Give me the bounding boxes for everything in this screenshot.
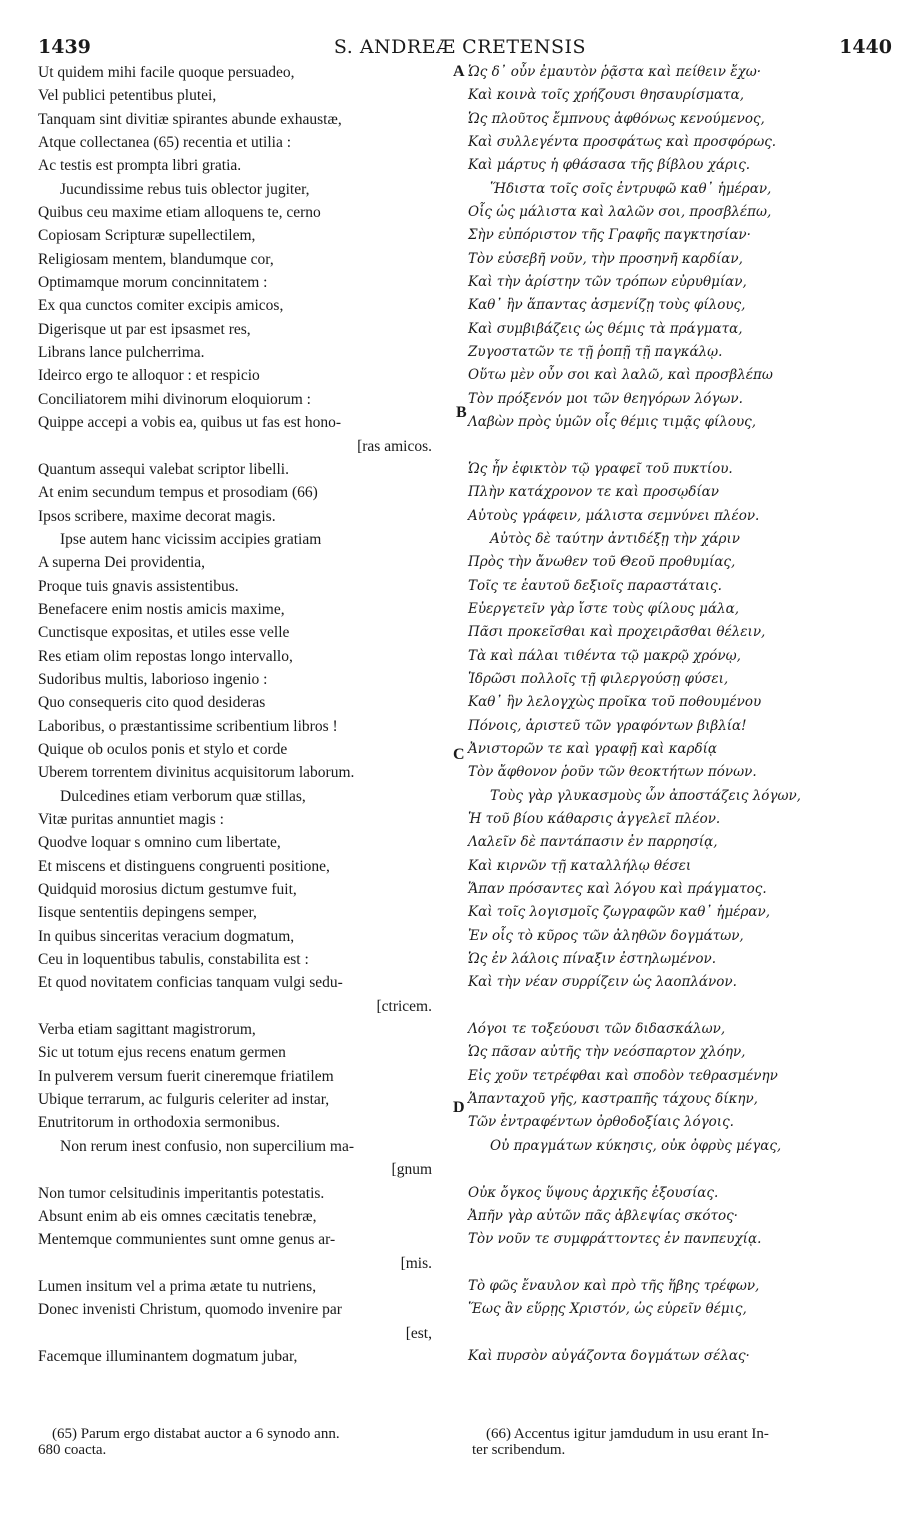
latin-verse-line: Tanquam sint divitiæ spirantes abunde exhaustæ, (38, 110, 342, 128)
latin-verse-line: Quippe accepi a vobis ea, quibus ut fas est hono- (38, 414, 342, 432)
latin-verse-line: Lumen insitum vel a prima ætate tu nutriens, (38, 1277, 317, 1295)
greek-verse-line: Πλὴν κατάχρονον τε καὶ προσῳδίαν (468, 484, 720, 501)
latin-verse-line: Benefacere enim nostis amicis maxime, (38, 600, 285, 618)
latin-column (38, 61, 438, 1368)
greek-verse-line: Εἰς χοῦν τετρέφθαι καὶ σποδὸν τεθρασμένην (468, 1067, 778, 1084)
greek-verse-line: Ἀπῆν γὰρ αὐτῶν πᾶς ἀβλεψίας σκότος· (468, 1207, 738, 1224)
greek-verse-line: Ἐν οἷς τὸ κῦρος τῶν ἀληθῶν δογμάτων, (468, 927, 744, 944)
greek-verse-line (468, 1158, 893, 1181)
greek-verse-line: Τῶν ἐντραφέντων ὀρθοδοξίαις λόγοις. (468, 1114, 734, 1131)
footnote-65 (38, 1426, 438, 1458)
greek-verse-line: Ἀνιστορῶν τε καὶ γραφῇ καὶ καρδίᾳ (468, 740, 718, 757)
latin-verse-line: Quo consequeris cito quod desideras (38, 694, 266, 712)
latin-verse-line: Iisque sententiis depingens semper, (38, 904, 257, 922)
latin-verse-line: Donec invenisti Christum, quomodo invenire par (38, 1301, 342, 1319)
latin-verse-line: Mentemque communientes sunt omne genus ar- (38, 1231, 336, 1249)
greek-verse-line: Οὕτω μὲν οὖν σοι καὶ λαλῶ, καὶ προσβλέπω (468, 367, 773, 384)
greek-verse-line: Τὸν πρόξενόν μοι τῶν θεηγόρων λόγων. (468, 390, 743, 407)
greek-verse-line (468, 435, 893, 458)
footnote-line: 680 coacta. (38, 1442, 107, 1458)
greek-verse-line: Ζυγοστατῶν τε τῇ ῥοπῇ τῇ παγκάλῳ. (468, 344, 723, 361)
greek-verse-line: Καὶ συμβιβάζεις ὡς θέμις τὰ πράγματα, (468, 320, 743, 337)
margin-mark-d: D (453, 1099, 465, 1116)
latin-verse-line: Proque tuis gnavis assistentibus. (38, 577, 239, 595)
running-header (0, 36, 920, 64)
latin-verse-line: Sudoribus multis, laborioso ingenio : (38, 670, 268, 688)
greek-verse-line: Καὶ πυρσὸν αὐγάζοντα δογμάτων σέλας· (468, 1347, 750, 1364)
latin-verse-line: Atque collectanea (65) recentia et utilia : (38, 134, 292, 152)
latin-verse-line: Ex qua cunctos comiter excipis amicos, (38, 297, 284, 315)
latin-verse-line: Optimamque morum concinnitatem : (38, 274, 268, 292)
greek-verse-line: Τοῖς τε ἑαυτοῦ δεξιοῖς παραστάταις. (468, 577, 722, 594)
margin-mark-a: A (453, 63, 465, 80)
latin-verse-line: Quodve loquar s omnino cum libertate, (38, 834, 281, 852)
page-number-right: 1440 (839, 36, 892, 58)
latin-verse-line: Quidquid morosius dictum gestumve fuit, (38, 881, 297, 899)
latin-verse-line: [ras amicos. (357, 437, 432, 455)
greek-verse-line (468, 995, 893, 1018)
greek-verse-line: Ὡς ἐν λάλοις πίναξιν ἐστηλωμένον. (468, 951, 716, 968)
latin-verse-line: Verba etiam sagittant magistrorum, (38, 1021, 256, 1039)
latin-verse-line: Ceu in loquentibus tabulis, constabilita est : (38, 951, 309, 969)
greek-verse-line: Τὰ καὶ πάλαι τιθέντα τῷ μακρῷ χρόνῳ, (468, 647, 741, 664)
latin-verse-line: Sic ut totum ejus recens enatum germen (38, 1044, 286, 1062)
latin-verse-line: In quibus sinceritas veracium dogmatum, (38, 927, 295, 945)
greek-verse-line: Πόνοις, ἀριστεῦ τῶν γραφόντων βιβλία! (468, 717, 747, 734)
page-number-left: 1439 (38, 36, 91, 58)
latin-verse-line: [mis. (400, 1254, 432, 1272)
greek-verse-line: Οἷς ὡς μάλιστα καὶ λαλῶν σοι, προσβλέπω, (468, 204, 772, 221)
greek-verse-line: Τὸ φῶς ἔναυλον καὶ πρὸ τῆς ἥβης τρέφων, (468, 1277, 760, 1294)
greek-verse-line: Οὐ πραγμάτων κύκησις, οὐκ ὀφρὺς μέγας, (490, 1137, 782, 1154)
latin-verse-line: Cunctisque expositas, et utiles esse velle (38, 624, 290, 642)
latin-verse-line: A superna Dei providentia, (38, 554, 206, 572)
latin-verse-line: At enim secundum tempus et prosodiam (66) (38, 484, 318, 502)
greek-verse-line: Καὶ συλλεγέντα προσφάτως καὶ προσφόρως. (468, 134, 777, 151)
greek-verse-line: Λαβὼν πρὸς ὑμῶν οἷς θέμις τιμᾷς φίλους, (468, 414, 757, 431)
greek-verse-line: Ἅπαν πρόσαντες καὶ λόγου καὶ πράγματος. (468, 881, 767, 898)
greek-verse-line (468, 1252, 893, 1275)
margin-mark-c: C (453, 746, 465, 763)
latin-verse-line: Enutritorum in orthodoxia sermonibus. (38, 1114, 280, 1132)
footnote-line: ter scribendum. (472, 1442, 566, 1458)
footnote-line: (65) Parum ergo distabat auctor a 6 synodo ann. (52, 1426, 340, 1442)
greek-verse-line: Καὶ κιρνῶν τῇ καταλλήλῳ θέσει (468, 857, 692, 874)
greek-verse-line: Τὸν νοῦν τε συμφράττοντες ἐν πανπευχίᾳ. (468, 1231, 762, 1248)
greek-verse-line: Πᾶσι προκεῖσθαι καὶ προχειρᾶσθαι θέλειν, (468, 624, 766, 641)
greek-verse-line: Ὡς δ᾽ οὖν ἐμαυτὸν ῥᾷστα καὶ πείθειν ἔχω· (468, 64, 762, 80)
latin-verse-line: Et quod novitatem conficias tanquam vulgi sedu- (38, 974, 343, 992)
latin-verse-line: Quique ob oculos ponis et stylo et corde (38, 740, 288, 758)
greek-verse-line: Καθ᾽ ἣν λελογχὼς προῖκα τοῦ ποθουμένου (468, 694, 762, 711)
greek-verse-line: Ἱδρῶσι πολλοῖς τῇ φιλεργούσῃ φύσει, (468, 670, 729, 687)
latin-verse-line: Ipse autem hanc vicissim accipies gratiam (60, 530, 322, 548)
footnote-line: (66) Accentus igitur jamdudum in usu erant In- (486, 1426, 769, 1442)
greek-verse-line: Ὡς πλοῦτος ἔμπνους ἀφθόνως κενούμενος, (468, 110, 765, 127)
latin-verse-line: Res etiam olim repostas longo intervallo, (38, 647, 293, 665)
greek-verse-line: Ἥδιστα τοῖς σοῖς ἐντρυφῶ καθ᾽ ἡμέραν, (490, 180, 772, 197)
latin-verse-line: Ipsos scribere, maxime decorat magis. (38, 507, 276, 525)
greek-verse-line: Καὶ μάρτυς ἡ φθάσασα τῆς βίβλου χάρις. (468, 157, 751, 174)
latin-verse-line: Jucundissime rebus tuis oblector jugiter, (60, 180, 310, 198)
latin-verse-line: Quantum assequi valebat scriptor libelli. (38, 460, 289, 478)
latin-verse-line: [gnum (391, 1161, 432, 1179)
greek-verse-line: Εὐεργετεῖν γὰρ ἴστε τοὺς φίλους μάλα, (468, 600, 739, 617)
greek-verse-line: Ἕως ἂν εὕρῃς Χριστόν, ὡς εὑρεῖν θέμις, (468, 1301, 747, 1318)
greek-verse-line: Λαλεῖν δὲ παντάπασιν ἐν παρρησίᾳ, (468, 834, 718, 851)
latin-verse-line: [ctricem. (376, 997, 432, 1015)
latin-verse-line: Conciliatorem mihi divinorum eloquiorum : (38, 390, 311, 408)
greek-verse-line: Καὶ κοινὰ τοῖς χρήζουσι θησαυρίσματα, (468, 87, 745, 104)
greek-verse-line: Τοὺς γὰρ γλυκασμοὺς ὧν ἀποστάζεις λόγων, (490, 787, 801, 804)
greek-verse-line: Τὸν εὐσεβῆ νοῦν, τὴν προσηνῆ καρδίαν, (468, 250, 743, 267)
latin-verse-line: Dulcedines etiam verborum quæ stillas, (60, 787, 306, 805)
greek-verse-line: Καὶ τὴν νέαν συρρίζειν ὡς λαοπλάνον. (468, 974, 737, 991)
latin-verse-line: Uberem torrentem divinitus acquisitorum laborum. (38, 764, 355, 782)
page-title: S. ANDREÆ CRETENSIS (333, 36, 587, 58)
greek-verse-line (468, 1322, 893, 1345)
latin-verse-line: Absunt enim ab eis omnes cæcitatis tenebræ, (38, 1207, 317, 1225)
greek-verse-line: Αὐτοὺς γράφειν, μάλιστα σεμνύνει πλέον. (468, 507, 760, 524)
margin-mark-b: B (456, 404, 467, 421)
latin-verse-line: Ubique terrarum, ac fulguris celeriter ad instar, (38, 1091, 330, 1109)
greek-verse-line: Ὡς πᾶσαν αὐτῆς τὴν νεόσπαρτον χλόην, (468, 1044, 746, 1061)
latin-verse-line: Digerisque ut par est ipsasmet res, (38, 320, 251, 338)
latin-verse-line: Et miscens et distinguens congruenti positione, (38, 857, 330, 875)
latin-verse-line: Ideirco ergo te alloquor : et respicio (38, 367, 260, 385)
latin-verse-line: Non tumor celsitudinis imperitantis potestatis. (38, 1184, 325, 1202)
greek-verse-line: Σὴν εὐπόριστον τῆς Γραφῆς παγκτησίαν· (468, 227, 751, 244)
greek-verse-line: Οὐκ ὄγκος ὕψους ἀρχικῆς ἐξουσίας. (468, 1184, 719, 1201)
latin-verse-line: Copiosam Scripturæ supellectilem, (38, 227, 256, 245)
latin-verse-line: Facemque illuminantem dogmatum jubar, (38, 1347, 298, 1365)
latin-verse-line: Librans lance pulcherrima. (38, 344, 205, 362)
latin-verse-line: Ut quidem mihi facile quoque persuadeo, (38, 64, 295, 81)
greek-verse-line: Καὶ τοῖς λογισμοῖς ζωγραφῶν καθ᾽ ἡμέραν, (468, 904, 771, 921)
latin-verse-line: Laboribus, o præstantissime scribentium libros ! (38, 717, 338, 735)
latin-verse-line: Vel publici petentibus plutei, (38, 87, 217, 105)
greek-verse-line: Ἡ τοῦ βίου κάθαρσις ἀγγελεῖ πλέον. (468, 811, 721, 827)
latin-verse-line: Ac testis est prompta libri gratia. (38, 157, 242, 175)
latin-verse-line: Non rerum inest confusio, non supercilium ma- (60, 1137, 355, 1155)
greek-verse-line: Ὡς ἦν ἐφικτὸν τῷ γραφεῖ τοῦ πυκτίου. (468, 460, 733, 477)
latin-verse-line: [est, (405, 1324, 432, 1342)
greek-verse-line: Αὐτὸς δὲ ταύτην ἀντιδέξῃ τὴν χάριν (490, 530, 740, 547)
greek-verse-line: Καθ᾽ ἣν ἅπαντας ἀσμενίζῃ τοὺς φίλους, (468, 297, 746, 314)
greek-verse-line: Ἁπανταχοῦ γῆς, καστραπῆς τάχους δίκην, (468, 1091, 758, 1108)
greek-verse-line: Πρὸς τὴν ἄνωθεν τοῦ Θεοῦ προθυμίας, (468, 554, 736, 571)
greek-verse-line: Τὸν ἄφθονον ῥοῦν τῶν θεοκτήτων πόνων. (468, 764, 757, 781)
latin-verse-line: Religiosam mentem, blandumque cor, (38, 250, 274, 268)
latin-verse-line: In pulverem versum fuerit cineremque friatilem (38, 1067, 334, 1085)
latin-verse-line: Quibus ceu maxime etiam alloquens te, cerno (38, 204, 321, 222)
greek-verse-line: Καὶ τὴν ἀρίστην τῶν τρόπων εὐρυθμίαν, (468, 274, 747, 291)
greek-verse-line: Λόγοι τε τοξεύουσι τῶν διδασκάλων, (468, 1021, 726, 1038)
latin-verse-line: Vitæ puritas annuntiet magis : (38, 811, 224, 828)
footnote-66 (472, 1426, 882, 1458)
greek-column (468, 61, 893, 1368)
